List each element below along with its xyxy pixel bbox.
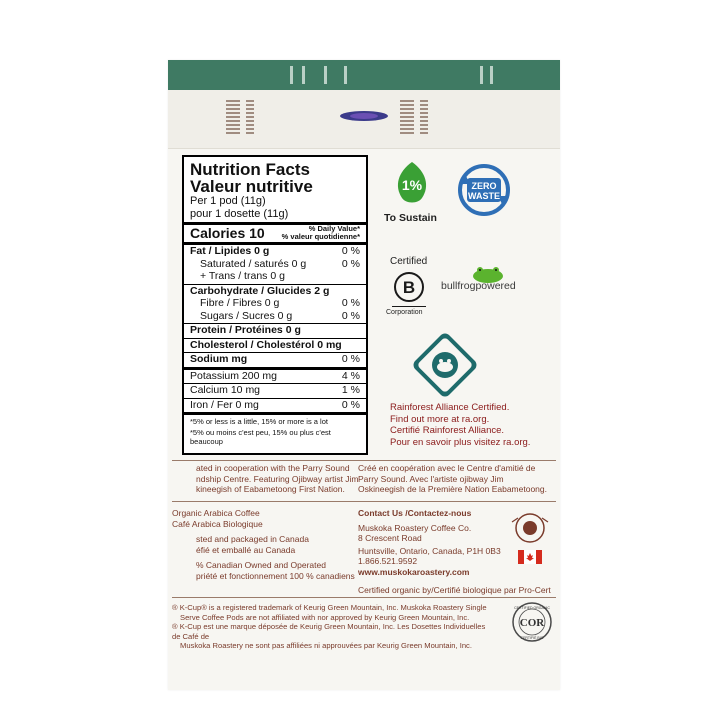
ra-en-line2: Find out more at ra.org.	[390, 413, 490, 425]
zero-waste-icon	[456, 162, 512, 218]
rainforest-alliance-seal-icon	[400, 330, 490, 400]
bullfrog-powered-text: bullfrogpowered	[441, 280, 516, 292]
divider	[184, 412, 366, 415]
nutrient-label: + Trans / trans 0 g	[200, 270, 285, 282]
nutrient-label: Carbohydrate / Glucides 2 g	[190, 284, 330, 297]
nutrient-label: Fat / Lipides 0 g	[190, 245, 270, 257]
footnote-fr: *5% ou moins c'est peu, 15% ou plus c'est beaucoup	[190, 428, 331, 446]
nutrient-label: Iron / Fer 0 mg	[190, 398, 259, 411]
nutrition-facts-table	[182, 155, 368, 455]
cor-certified-organic-seal-icon	[510, 600, 554, 644]
nutrient-label: Cholesterol / Cholestérol 0 mg	[190, 338, 342, 351]
nutrition-title-fr: Valeur nutritive	[190, 177, 313, 196]
contact-block	[358, 508, 518, 577]
cor-bottom: CERTIFIÉ BIO	[520, 636, 544, 640]
nutrient-row	[190, 245, 360, 258]
bcorp-certified-label: Certified	[390, 256, 428, 267]
daily-value-header	[282, 225, 360, 241]
trademark-notice: ® K-Cup® is a registered trademark of Keurig Green Mountain, Inc. Muskoka Roastery Single Serve Coffee Pods are not affiliated with nor approved by Keurig Green Mountain, Inc. ® K-Cup est une marque déposée de Keurig Green Mountain, Inc. Les Dosettes Individuelles de Café de Muskoka Roastery ne sont pas affiliées ni approuvées par Keurig Green Mountain, Inc.	[172, 603, 487, 651]
nutrient-label: Fibre / Fibres 0 g	[200, 297, 280, 309]
contact-company: Muskoka Roastery Coffee Co.	[358, 522, 472, 533]
flap-artwork-icon	[334, 108, 394, 124]
box-flap	[168, 90, 560, 149]
flap-text-block	[420, 100, 428, 134]
daily-value-en: % Daily Value*	[308, 224, 360, 233]
ra-fr-line1: Certifié Rainforest Alliance.	[390, 425, 505, 436]
nutrient-dv: 4 %	[341, 369, 360, 382]
footnote-en: *5% or less is a little, 15% or more is a lot	[190, 417, 328, 426]
cor-top: CERTIFIED ORGANIC	[514, 606, 550, 610]
canada-organic-seal-icon	[508, 512, 552, 544]
nutrient-dv: 0 %	[341, 297, 360, 309]
nutrient-row	[190, 270, 360, 283]
daily-value-fr: % valeur quotidienne*	[281, 232, 360, 241]
top-band-mark	[344, 66, 347, 84]
nutrient-label: Sugars / Sucres 0 g	[200, 309, 293, 322]
canada-flag-icon	[518, 550, 542, 564]
nutrition-title-en: Nutrition Facts	[190, 160, 310, 179]
nutrient-dv: 0 %	[341, 257, 360, 270]
contact-address: 8 Crescent Road	[358, 533, 422, 543]
nutrient-row	[190, 370, 360, 383]
sustain-percent: 1%	[401, 177, 423, 193]
contact-website: www.muskokaroastery.com	[358, 566, 470, 577]
bcorp-corporation-label: Corporation	[386, 309, 423, 316]
nutrient-label: Sodium mg	[190, 353, 248, 365]
certified-organic-by: Certified organic by/Certifié biologique par Pro-Cert	[358, 585, 551, 595]
serving-size-en: Per 1 pod (11g)	[190, 195, 266, 207]
packaged-label: sted and packaged in Canada éfié et emballé au Canada	[196, 534, 309, 555]
nutrient-row	[190, 384, 360, 397]
bcorp-letter: B	[402, 278, 416, 297]
nutrient-label: Potassium 200 mg	[190, 369, 277, 382]
nutrient-label: Saturated / saturés 0 g	[200, 257, 307, 270]
box-bottom-edge	[168, 668, 560, 690]
organic-label: Organic Arabica Coffee Café Arabica Biologique	[172, 508, 263, 529]
flap-text-block	[400, 100, 414, 134]
section-divider	[172, 460, 556, 461]
nutrient-row	[190, 324, 360, 337]
contact-phone: 1.866.521.9592	[358, 556, 418, 566]
calories-value: Calories 10	[190, 225, 265, 241]
top-band-mark	[302, 66, 305, 84]
nutrient-row	[190, 285, 360, 298]
sustain-caption: To Sustain	[384, 212, 437, 224]
nutrient-row	[190, 353, 360, 366]
cor-mid: COR	[519, 617, 545, 629]
ra-en-line1: Rainforest Alliance Certified.	[390, 402, 510, 413]
coop-text-fr: Créé en coopération avec le Centre d'amitié de Parry Sound. Avec l'artiste ojibway Jim Oskineegish de la Première Nation Eabametoong.	[358, 463, 547, 494]
section-divider	[172, 597, 556, 598]
nutrient-dv: 0 %	[341, 245, 360, 257]
calories-row	[190, 225, 360, 241]
contact-title: Contact Us /Contactez-nous	[358, 508, 472, 518]
nutrient-dv: 0 %	[341, 398, 360, 411]
svg-text:ZERO: ZERO	[471, 181, 497, 191]
nutrient-row	[190, 310, 360, 323]
coop-text-en: ated in cooperation with the Parry Sound ndship Centre. Featuring Ojibway artist Jim kineegish of Eabametoong First Nation.	[196, 463, 359, 494]
owned-label: % Canadian Owned and Operated priété et fonctionnement 100 % canadiens	[196, 560, 355, 581]
top-band-mark	[490, 66, 493, 84]
bcorp-line	[392, 306, 426, 307]
bcorp-icon	[392, 270, 426, 304]
top-band-mark	[480, 66, 483, 84]
nutrient-dv: 0 %	[341, 309, 360, 322]
flap-text-block	[226, 100, 240, 134]
flap-text-block	[246, 100, 254, 134]
ra-fr-line2: Pour en savoir plus visitez ra.org.	[390, 436, 531, 448]
box-top-band	[168, 60, 560, 90]
one-percent-leaf-icon	[392, 160, 432, 206]
nutrient-row	[190, 339, 360, 352]
nutrient-dv: 0 %	[341, 353, 360, 365]
top-band-mark	[290, 66, 293, 84]
nutrient-dv: 1 %	[341, 384, 360, 396]
nutrient-label: Protein / Protéines 0 g	[190, 324, 301, 336]
nutrient-row	[190, 399, 360, 412]
nutrient-label: Calcium 10 mg	[190, 384, 261, 396]
nutrient-row	[190, 297, 360, 310]
section-divider	[172, 501, 556, 502]
serving-size-fr: pour 1 dosette (11g)	[190, 208, 289, 220]
nutrient-row	[190, 258, 360, 271]
top-band-mark	[324, 66, 327, 84]
rainforest-alliance-text	[390, 402, 550, 448]
contact-city: Huntsville, Ontario, Canada, P1H 0B3	[358, 545, 501, 556]
svg-text:WASTE: WASTE	[467, 191, 501, 201]
